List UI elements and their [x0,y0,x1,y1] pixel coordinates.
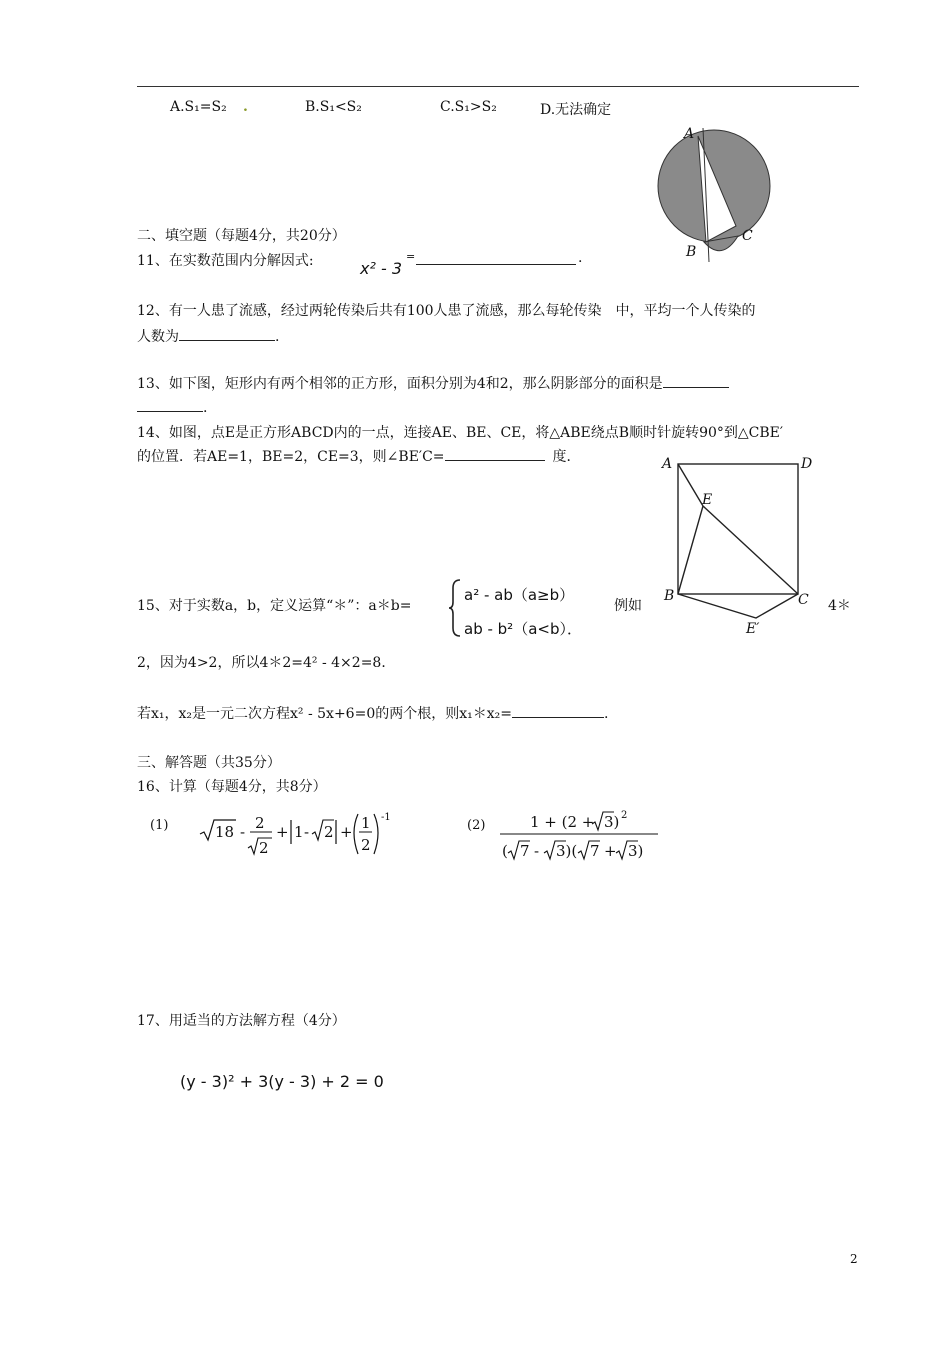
q14-text: 的位置．若AE=1，BE=2，CE=3，则∠BE′C= [137,449,445,465]
q11-blank[interactable] [416,250,576,265]
svg-text:+: + [276,823,289,841]
choice-a: A.S₁=S₂ [170,99,227,115]
seg-be [678,506,703,594]
q15-text3: 若x₁，x₂是一元二次方程x² - 5x+6=0的两个根，则x₁＊x₂= [137,706,512,722]
q16-p2-label: (2) [467,818,486,833]
q14-blank[interactable] [445,446,545,461]
svg-text:2: 2 [259,839,269,857]
svg-text:3): 3) [604,813,620,831]
choice-c: C.S₁>S₂ [440,99,497,115]
q15-case1: a² - ab（a≥b） [464,586,575,604]
label-b: B [664,588,675,604]
svg-text:-: - [534,842,540,860]
q13-text: 13、如下图，矩形内有两个相邻的正方形，面积分别为4和2，那么阴影部分的面积是 [137,376,663,392]
q16-p1-expr [196,808,396,860]
seg-ce [703,506,798,594]
svg-text:+: + [604,842,617,860]
q14-line1: 14、如图，点E是正方形ABCD内的一点，连接AE、BE、CE，将△ABE绕点B顺时针旋转90°到△CBE′ [137,425,784,441]
label-e-prime: E′ [746,621,760,637]
q16-title: 16、计算（每题4分，共8分） [137,779,327,795]
q13-blank-1[interactable] [663,373,729,388]
svg-text:3)(: 3)( [556,842,578,860]
q15-text: 15、对于实数a，b，定义运算“＊”：a＊b= [137,598,412,614]
q11-eq: = [406,250,416,263]
svg-text:2: 2 [255,814,265,832]
svg-text:18: 18 [215,823,235,841]
triangle-cbe2 [678,594,798,618]
svg-text:-: - [304,823,310,841]
q15-case2: ab - b²（a<b）． [464,620,582,638]
label-c: C [742,228,753,244]
q15-line2: 2，因为4>2，所以4＊2=4² - 4×2=8． [137,655,396,671]
q12-blank[interactable] [179,326,275,341]
q12-line2 [137,326,279,346]
brace-icon [448,578,462,638]
choice-a-dot: . [243,99,248,115]
svg-text:7: 7 [520,842,530,860]
q13-text-line [137,373,729,393]
circle-figure [652,122,782,264]
section2-title: 二、填空题（每题4分，共20分） [137,228,346,244]
label-a: A [684,126,695,142]
q12-text: 人数为 [137,329,179,345]
svg-text:2: 2 [621,810,628,821]
label-b: B [686,244,697,260]
label-c: C [798,592,809,608]
svg-text:-1: -1 [381,812,391,823]
label-a: A [662,456,673,472]
q16-p2-expr [498,806,668,864]
page-number: 2 [850,1252,858,1266]
q15-end: . [603,706,609,722]
svg-text:-: - [240,823,246,841]
choice-b: B.S₁<S₂ [305,99,362,115]
square-figure [658,452,826,642]
q15-example: 例如 [614,598,642,614]
q11-text: 11、在实数范围内分解因式: [137,253,314,269]
section3-title: 三、解答题（共35分） [137,755,281,771]
svg-text:1: 1 [361,814,371,832]
q17-equation: (y - 3)² + 3(y - 3) + 2 = 0 [180,1072,384,1091]
choice-d: D.无法确定 [540,102,612,118]
q13-line2 [137,397,207,416]
q15-tail: 4＊ [828,598,851,614]
q12-end: . [275,329,280,345]
svg-text:7: 7 [590,842,600,860]
q16-p1-label: (1) [150,818,169,833]
svg-text:1: 1 [294,823,304,841]
label-d: D [801,456,813,472]
svg-text:3): 3) [628,842,644,860]
q15-line3 [137,703,608,723]
q14-end: 度． [552,449,581,465]
svg-text:1 + (2 +: 1 + (2 + [530,813,595,831]
top-rule [137,86,859,87]
svg-text:2: 2 [361,836,371,854]
q13-end: . [203,400,208,416]
q13-blank-2[interactable] [137,397,203,412]
q11-blank-wrap [416,250,576,269]
svg-text:+: + [340,823,353,841]
q17-title: 17、用适当的方法解方程（4分） [137,1013,346,1029]
q11-end: . [578,250,583,266]
q14-line2 [137,446,581,466]
seg-ae [678,464,703,506]
q15-blank[interactable] [512,703,604,718]
svg-text:(: ( [502,842,508,860]
q12-line1: 12、有一人患了流感，经过两轮传染后共有100人患了流感，那么每轮传染 中，平均一个人传染的 [137,303,756,319]
svg-text:2: 2 [324,823,334,841]
q11-expr: x² - 3 [360,259,403,278]
label-e: E [702,492,713,508]
